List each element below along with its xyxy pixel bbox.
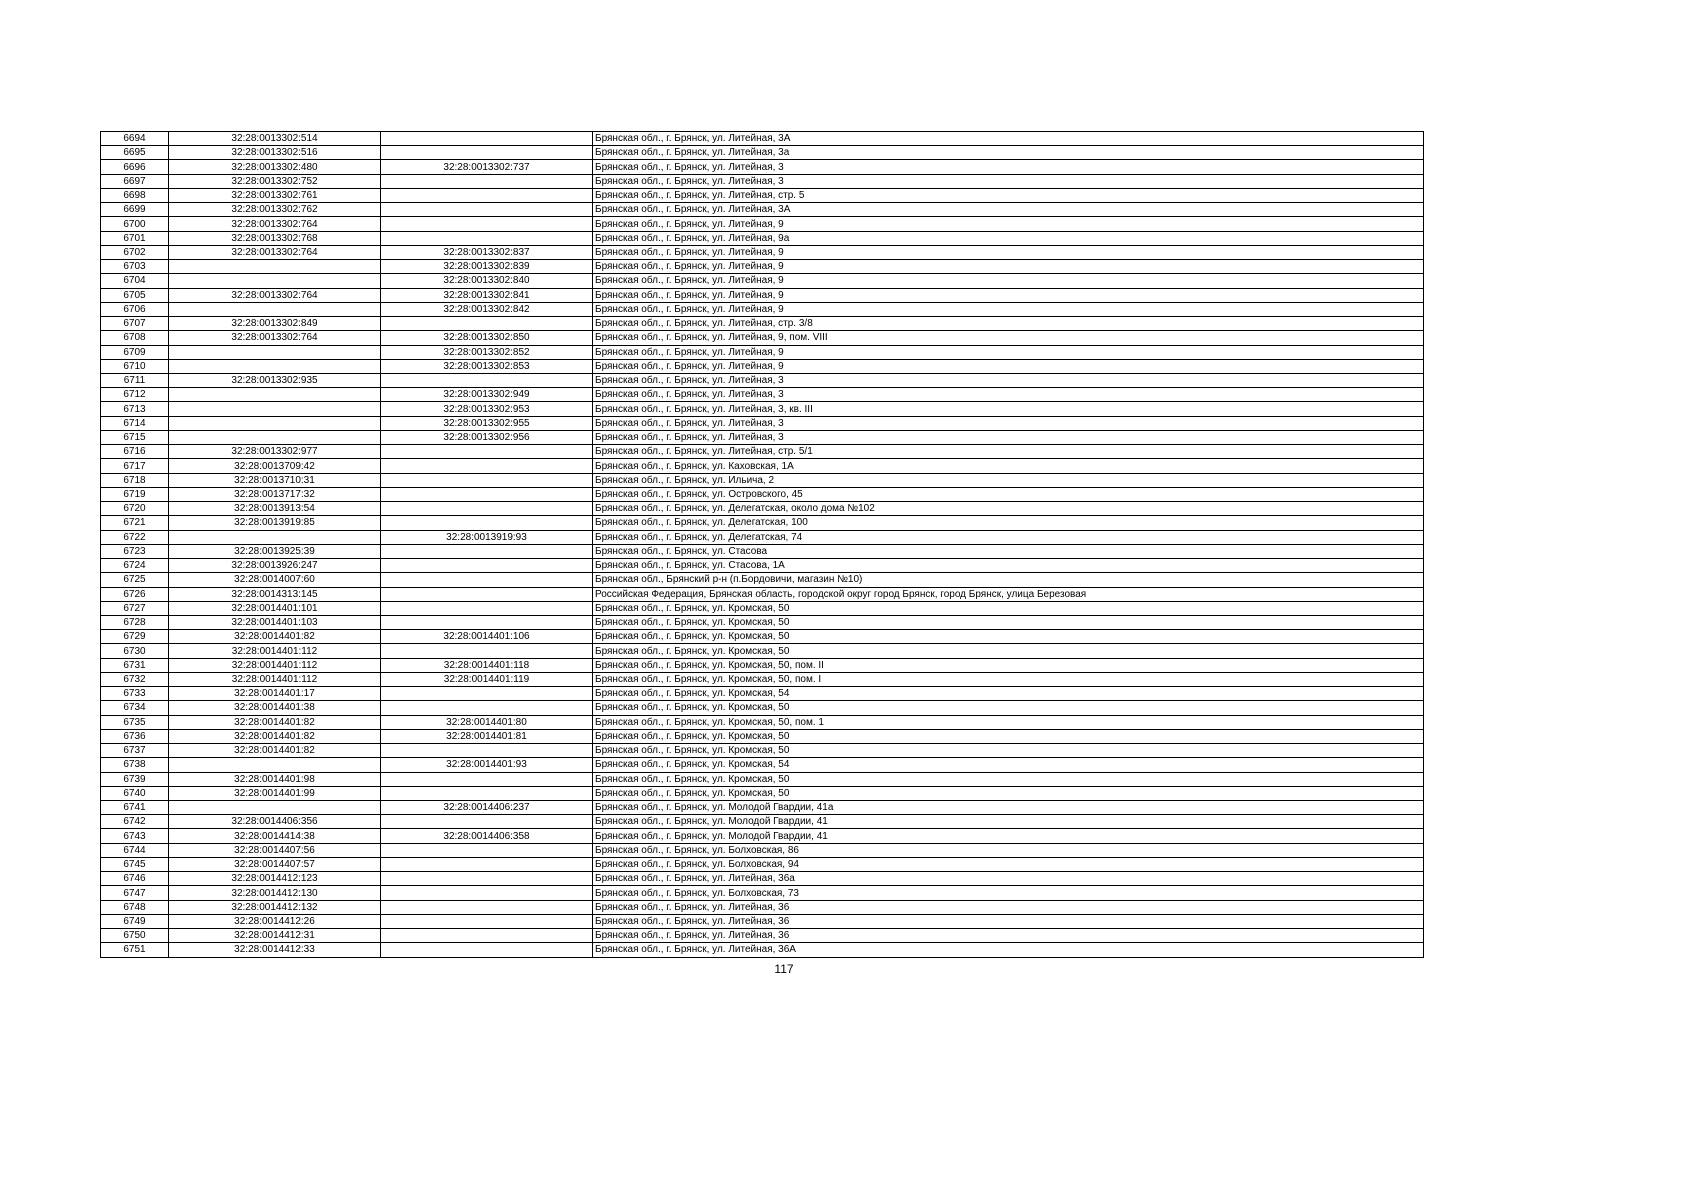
cadastral-number-cell: 32:28:0013925:39 [169,544,381,558]
sub-object-number-cell [381,544,593,558]
sub-object-number-cell [381,815,593,829]
cadastral-number-cell: 32:28:0014401:101 [169,601,381,615]
cadastral-number-cell: 32:28:0014401:103 [169,615,381,629]
address-cell: Брянская обл., г. Брянск, ул. Литейная, стр. 5/1 [593,445,1424,459]
address-cell: Брянская обл., г. Брянск, ул. Литейная, 3 [593,388,1424,402]
row-number-cell: 6738 [101,758,169,772]
cadastral-number-cell: 32:28:0014007:60 [169,573,381,587]
address-cell: Брянская обл., г. Брянск, ул. Делегатская, около дома №102 [593,502,1424,516]
table-row [101,601,1424,615]
row-number-cell: 6721 [101,516,169,530]
sub-object-number-cell: 32:28:0014401:93 [381,758,593,772]
sub-object-number-cell: 32:28:0013302:949 [381,388,593,402]
table-row [101,715,1424,729]
table-row [101,473,1424,487]
table-row [101,573,1424,587]
sub-object-number-cell [381,601,593,615]
address-cell: Брянская обл., г. Брянск, ул. Литейная, 3 [593,174,1424,188]
address-cell: Брянская обл., г. Брянск, ул. Кромская, 50 [593,644,1424,658]
cadastral-number-cell: 32:28:0013926:247 [169,559,381,573]
address-cell: Брянская обл., г. Брянск, ул. Молодой Гвардии, 41 [593,829,1424,843]
row-number-cell: 6744 [101,843,169,857]
address-cell: Брянская обл., г. Брянск, ул. Болховская, 73 [593,886,1424,900]
row-number-cell: 6722 [101,530,169,544]
cadastral-number-cell [169,388,381,402]
cadastral-number-cell: 32:28:0014412:130 [169,886,381,900]
address-cell: Брянская обл., г. Брянск, ул. Литейная, 3 [593,160,1424,174]
sub-object-number-cell [381,744,593,758]
sub-object-number-cell: 32:28:0013302:852 [381,345,593,359]
address-cell: Брянская обл., г. Брянск, ул. Литейная, 9а [593,231,1424,245]
address-cell: Брянская обл., г. Брянск, ул. Литейная, 3а [593,146,1424,160]
row-number-cell: 6737 [101,744,169,758]
cadastral-number-cell: 32:28:0014407:57 [169,857,381,871]
table-row [101,331,1424,345]
row-number-cell: 6747 [101,886,169,900]
row-number-cell: 6739 [101,772,169,786]
row-number-cell: 6729 [101,630,169,644]
cadastral-number-cell [169,274,381,288]
row-number-cell: 6730 [101,644,169,658]
sub-object-number-cell: 32:28:0013919:93 [381,530,593,544]
table-row [101,615,1424,629]
table-row [101,260,1424,274]
sub-object-number-cell [381,473,593,487]
cadastral-number-cell: 32:28:0014407:56 [169,843,381,857]
table-row [101,587,1424,601]
table-row [101,701,1424,715]
row-number-cell: 6746 [101,872,169,886]
table-row [101,544,1424,558]
row-number-cell: 6713 [101,402,169,416]
address-cell: Брянская обл., г. Брянск, ул. Молодой Гвардии, 41а [593,801,1424,815]
table-row [101,430,1424,444]
table-row [101,729,1424,743]
table-row [101,630,1424,644]
table-row [101,943,1424,957]
address-cell: Брянская обл., г. Брянск, ул. Молодой Гвардии, 41 [593,815,1424,829]
row-number-cell: 6719 [101,487,169,501]
address-cell: Брянская обл., г. Брянск, ул. Литейная, 9 [593,274,1424,288]
table-row [101,744,1424,758]
cadastral-number-cell: 32:28:0014406:356 [169,815,381,829]
row-number-cell: 6698 [101,188,169,202]
table-row [101,231,1424,245]
sub-object-number-cell: 32:28:0013302:850 [381,331,593,345]
address-cell: Брянская обл., г. Брянск, ул. Кромская, 50 [593,601,1424,615]
row-number-cell: 6704 [101,274,169,288]
table-row [101,288,1424,302]
row-number-cell: 6736 [101,729,169,743]
table-row [101,502,1424,516]
address-cell: Брянская обл., г. Брянск, ул. Кромская, 50 [593,630,1424,644]
sub-object-number-cell [381,900,593,914]
sub-object-number-cell [381,559,593,573]
address-cell: Брянская обл., г. Брянск, ул. Литейная, 9 [593,288,1424,302]
table-row [101,188,1424,202]
cadastral-number-cell: 32:28:0013710:31 [169,473,381,487]
table-row [101,373,1424,387]
table-row [101,559,1424,573]
cadastral-number-cell [169,359,381,373]
table-row [101,530,1424,544]
sub-object-number-cell: 32:28:0014406:237 [381,801,593,815]
row-number-cell: 6748 [101,900,169,914]
row-number-cell: 6740 [101,786,169,800]
cadastral-number-cell: 32:28:0013302:762 [169,203,381,217]
address-cell: Брянская обл., г. Брянск, ул. Литейная, стр. 3/8 [593,317,1424,331]
cadastral-number-cell [169,402,381,416]
sub-object-number-cell [381,786,593,800]
table-row [101,132,1424,146]
address-cell: Брянская обл., г. Брянск, ул. Делегатская, 74 [593,530,1424,544]
row-number-cell: 6735 [101,715,169,729]
address-cell: Брянская обл., г. Брянск, ул. Кромская, 50 [593,786,1424,800]
row-number-cell: 6700 [101,217,169,231]
table-row [101,388,1424,402]
address-cell: Брянская обл., г. Брянск, ул. Литейная, 9, пом. VIII [593,331,1424,345]
sub-object-number-cell: 32:28:0013302:840 [381,274,593,288]
cadastral-number-cell [169,260,381,274]
cadastral-number-cell [169,430,381,444]
sub-object-number-cell [381,132,593,146]
row-number-cell: 6718 [101,473,169,487]
table-row [101,359,1424,373]
address-cell: Брянская обл., г. Брянск, ул. Кромская, 50 [593,615,1424,629]
address-cell: Брянская обл., г. Брянск, ул. Литейная, стр. 5 [593,188,1424,202]
cadastral-number-cell: 32:28:0014414:38 [169,829,381,843]
cadastral-number-cell [169,530,381,544]
address-cell: Брянская обл., г. Брянск, ул. Кромская, 50, пом. II [593,658,1424,672]
cadastral-number-cell: 32:28:0014412:132 [169,900,381,914]
table-row [101,829,1424,843]
row-number-cell: 6696 [101,160,169,174]
address-cell: Брянская обл., г. Брянск, ул. Литейная, 9 [593,302,1424,316]
table-row [101,245,1424,259]
address-cell: Брянская обл., г. Брянск, ул. Литейная, 9 [593,260,1424,274]
table-row [101,459,1424,473]
sub-object-number-cell: 32:28:0014401:81 [381,729,593,743]
row-number-cell: 6708 [101,331,169,345]
row-number-cell: 6714 [101,416,169,430]
cadastral-number-cell [169,416,381,430]
sub-object-number-cell: 32:28:0014401:106 [381,630,593,644]
sub-object-number-cell: 32:28:0013302:842 [381,302,593,316]
address-cell: Брянская обл., г. Брянск, ул. Кромская, 54 [593,758,1424,772]
sub-object-number-cell [381,502,593,516]
cadastral-number-cell: 32:28:0013302:935 [169,373,381,387]
table-row [101,786,1424,800]
cadastral-number-cell: 32:28:0014401:112 [169,658,381,672]
cadastral-number-cell: 32:28:0014412:26 [169,914,381,928]
address-cell: Брянская обл., г. Брянск, ул. Кромская, 54 [593,687,1424,701]
sub-object-number-cell: 32:28:0013302:853 [381,359,593,373]
sub-object-number-cell [381,231,593,245]
row-number-cell: 6697 [101,174,169,188]
row-number-cell: 6699 [101,203,169,217]
sub-object-number-cell [381,929,593,943]
address-cell: Брянская обл., г. Брянск, ул. Кромская, 50 [593,744,1424,758]
table-row [101,644,1424,658]
cadastral-number-cell: 32:28:0013302:764 [169,288,381,302]
row-number-cell: 6717 [101,459,169,473]
cadastral-number-cell [169,302,381,316]
address-cell: Брянская обл., г. Брянск, ул. Литейная, 9 [593,345,1424,359]
cadastral-number-cell: 32:28:0014401:99 [169,786,381,800]
row-number-cell: 6743 [101,829,169,843]
sub-object-number-cell: 32:28:0013302:841 [381,288,593,302]
address-cell: Брянская обл., г. Брянск, ул. Кромская, 50 [593,772,1424,786]
cadastral-number-cell: 32:28:0013302:764 [169,331,381,345]
sub-object-number-cell [381,886,593,900]
sub-object-number-cell: 32:28:0013302:737 [381,160,593,174]
address-cell: Брянская обл., г. Брянск, ул. Каховская, 1А [593,459,1424,473]
cadastral-number-cell: 32:28:0014401:112 [169,644,381,658]
cadastral-number-cell: 32:28:0013709:42 [169,459,381,473]
cadastral-table [100,131,1424,958]
cadastral-number-cell: 32:28:0013717:32 [169,487,381,501]
address-cell: Брянская обл., г. Брянск, ул. Литейная, 36а [593,872,1424,886]
address-cell: Брянская обл., Брянский р-н (п.Бордовичи, магазин №10) [593,573,1424,587]
row-number-cell: 6694 [101,132,169,146]
sub-object-number-cell [381,615,593,629]
table-row [101,274,1424,288]
table-row [101,487,1424,501]
address-cell: Брянская обл., г. Брянск, ул. Кромская, 50 [593,701,1424,715]
table-row [101,886,1424,900]
cadastral-number-cell: 32:28:0013302:761 [169,188,381,202]
table-row [101,317,1424,331]
row-number-cell: 6734 [101,701,169,715]
cadastral-number-cell: 32:28:0013919:85 [169,516,381,530]
cadastral-number-cell: 32:28:0014412:33 [169,943,381,957]
address-cell: Брянская обл., г. Брянск, ул. Стасова, 1А [593,559,1424,573]
address-cell: Брянская обл., г. Брянск, ул. Ильича, 2 [593,473,1424,487]
cadastral-number-cell: 32:28:0013302:764 [169,217,381,231]
cadastral-number-cell: 32:28:0013302:514 [169,132,381,146]
row-number-cell: 6695 [101,146,169,160]
address-cell: Брянская обл., г. Брянск, ул. Литейная, 3 [593,430,1424,444]
table-row [101,801,1424,815]
sub-object-number-cell: 32:28:0014401:119 [381,672,593,686]
table-row [101,857,1424,871]
table-row [101,416,1424,430]
row-number-cell: 6707 [101,317,169,331]
table-row [101,687,1424,701]
cadastral-number-cell: 32:28:0013302:752 [169,174,381,188]
row-number-cell: 6720 [101,502,169,516]
address-cell: Брянская обл., г. Брянск, ул. Литейная, 3, кв. III [593,402,1424,416]
table-row [101,758,1424,772]
cadastral-number-cell: 32:28:0014401:82 [169,729,381,743]
sub-object-number-cell [381,203,593,217]
table-row [101,146,1424,160]
address-cell: Брянская обл., г. Брянск, ул. Островского, 45 [593,487,1424,501]
cadastral-number-cell: 32:28:0014401:82 [169,744,381,758]
sub-object-number-cell [381,843,593,857]
table-row [101,658,1424,672]
row-number-cell: 6750 [101,929,169,943]
sub-object-number-cell [381,459,593,473]
address-cell: Брянская обл., г. Брянск, ул. Болховская, 94 [593,857,1424,871]
row-number-cell: 6701 [101,231,169,245]
cadastral-number-cell: 32:28:0014401:17 [169,687,381,701]
table-row [101,815,1424,829]
sub-object-number-cell: 32:28:0013302:956 [381,430,593,444]
address-cell: Брянская обл., г. Брянск, ул. Кромская, 50 [593,729,1424,743]
table-row [101,203,1424,217]
cadastral-number-cell: 32:28:0013302:480 [169,160,381,174]
row-number-cell: 6709 [101,345,169,359]
row-number-cell: 6702 [101,245,169,259]
table-row [101,445,1424,459]
address-cell: Брянская обл., г. Брянск, ул. Литейная, 9 [593,245,1424,259]
cadastral-number-cell: 32:28:0013302:516 [169,146,381,160]
sub-object-number-cell: 32:28:0013302:955 [381,416,593,430]
table-row [101,160,1424,174]
table-row [101,302,1424,316]
sub-object-number-cell: 32:28:0014401:80 [381,715,593,729]
sub-object-number-cell [381,487,593,501]
address-cell: Брянская обл., г. Брянск, ул. Кромская, 50, пом. 1 [593,715,1424,729]
cadastral-number-cell: 32:28:0014401:38 [169,701,381,715]
cadastral-number-cell: 32:28:0013302:849 [169,317,381,331]
sub-object-number-cell [381,217,593,231]
address-cell: Брянская обл., г. Брянск, ул. Делегатская, 100 [593,516,1424,530]
table-row [101,929,1424,943]
address-cell: Российская Федерация, Брянская область, городской округ город Брянск, город Брянск, улица Березовая [593,587,1424,601]
cadastral-number-cell: 32:28:0013302:768 [169,231,381,245]
table-row [101,914,1424,928]
cadastral-number-cell: 32:28:0014401:82 [169,630,381,644]
table-row [101,872,1424,886]
row-number-cell: 6711 [101,373,169,387]
address-cell: Брянская обл., г. Брянск, ул. Литейная, 3 [593,373,1424,387]
table-row [101,772,1424,786]
table-body [101,132,1424,958]
row-number-cell: 6751 [101,943,169,957]
row-number-cell: 6731 [101,658,169,672]
row-number-cell: 6705 [101,288,169,302]
sub-object-number-cell: 32:28:0013302:837 [381,245,593,259]
address-cell: Брянская обл., г. Брянск, ул. Литейная, 36 [593,914,1424,928]
sub-object-number-cell [381,914,593,928]
sub-object-number-cell [381,857,593,871]
sub-object-number-cell [381,445,593,459]
row-number-cell: 6726 [101,587,169,601]
sub-object-number-cell [381,872,593,886]
row-number-cell: 6749 [101,914,169,928]
sub-object-number-cell [381,687,593,701]
row-number-cell: 6725 [101,573,169,587]
address-cell: Брянская обл., г. Брянск, ул. Литейная, 3А [593,132,1424,146]
sub-object-number-cell [381,317,593,331]
address-cell: Брянская обл., г. Брянск, ул. Литейная, 36 [593,900,1424,914]
address-cell: Брянская обл., г. Брянск, ул. Литейная, 36А [593,943,1424,957]
sub-object-number-cell [381,516,593,530]
table-row [101,516,1424,530]
table-row [101,402,1424,416]
cadastral-number-cell: 32:28:0014401:82 [169,715,381,729]
table-row [101,843,1424,857]
sub-object-number-cell [381,772,593,786]
row-number-cell: 6727 [101,601,169,615]
row-number-cell: 6710 [101,359,169,373]
cadastral-number-cell: 32:28:0014401:112 [169,672,381,686]
cadastral-number-cell: 32:28:0014401:98 [169,772,381,786]
cadastral-number-cell: 32:28:0014412:31 [169,929,381,943]
row-number-cell: 6724 [101,559,169,573]
sub-object-number-cell [381,943,593,957]
sub-object-number-cell: 32:28:0013302:839 [381,260,593,274]
row-number-cell: 6742 [101,815,169,829]
table-row [101,217,1424,231]
cadastral-number-cell [169,758,381,772]
table-row [101,174,1424,188]
row-number-cell: 6712 [101,388,169,402]
address-cell: Брянская обл., г. Брянск, ул. Стасова [593,544,1424,558]
row-number-cell: 6723 [101,544,169,558]
row-number-cell: 6728 [101,615,169,629]
table-row [101,900,1424,914]
row-number-cell: 6741 [101,801,169,815]
row-number-cell: 6745 [101,857,169,871]
sub-object-number-cell [381,174,593,188]
sub-object-number-cell: 32:28:0014401:118 [381,658,593,672]
row-number-cell: 6706 [101,302,169,316]
cadastral-number-cell [169,801,381,815]
cadastral-number-cell: 32:28:0013302:977 [169,445,381,459]
sub-object-number-cell: 32:28:0013302:953 [381,402,593,416]
row-number-cell: 6732 [101,672,169,686]
sub-object-number-cell [381,644,593,658]
table-row [101,345,1424,359]
sub-object-number-cell [381,573,593,587]
row-number-cell: 6715 [101,430,169,444]
cadastral-number-cell: 32:28:0014313:145 [169,587,381,601]
address-cell: Брянская обл., г. Брянск, ул. Болховская, 86 [593,843,1424,857]
row-number-cell: 6703 [101,260,169,274]
cadastral-number-cell: 32:28:0014412:123 [169,872,381,886]
address-cell: Брянская обл., г. Брянск, ул. Литейная, 3А [593,203,1424,217]
address-cell: Брянская обл., г. Брянск, ул. Литейная, 9 [593,217,1424,231]
sub-object-number-cell [381,188,593,202]
sub-object-number-cell [381,146,593,160]
sub-object-number-cell [381,373,593,387]
address-cell: Брянская обл., г. Брянск, ул. Кромская, 50, пом. I [593,672,1424,686]
table-row [101,672,1424,686]
sub-object-number-cell [381,701,593,715]
cadastral-number-cell [169,345,381,359]
address-cell: Брянская обл., г. Брянск, ул. Литейная, 3 [593,416,1424,430]
address-cell: Брянская обл., г. Брянск, ул. Литейная, 36 [593,929,1424,943]
address-cell: Брянская обл., г. Брянск, ул. Литейная, 9 [593,359,1424,373]
sub-object-number-cell: 32:28:0014406:358 [381,829,593,843]
page-number: 117 [774,962,794,976]
sub-object-number-cell [381,587,593,601]
cadastral-number-cell: 32:28:0013302:764 [169,245,381,259]
row-number-cell: 6733 [101,687,169,701]
cadastral-number-cell: 32:28:0013913:54 [169,502,381,516]
row-number-cell: 6716 [101,445,169,459]
